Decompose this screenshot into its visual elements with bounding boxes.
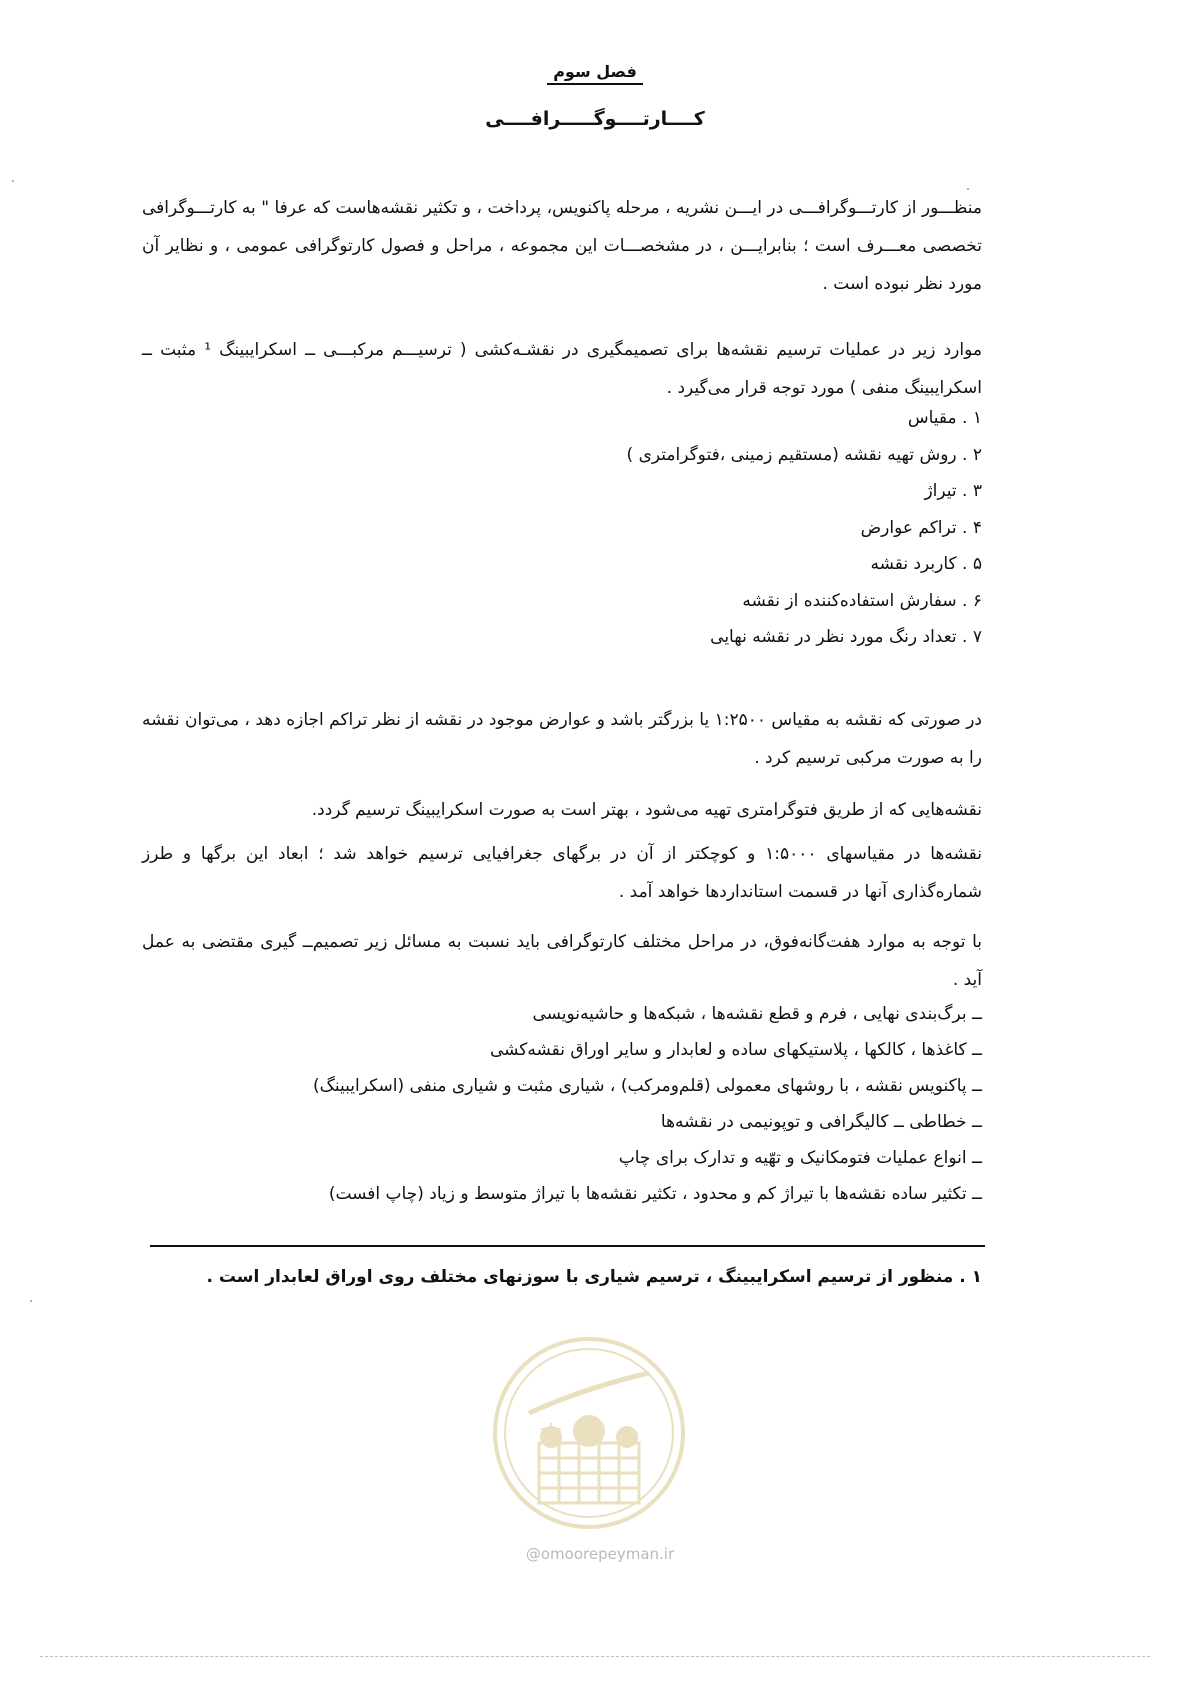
- building-grid-icon: [539, 1443, 639, 1503]
- logo-swoosh: [529, 1373, 649, 1413]
- list-item: ــ برگ‌بندی نهایی ، فرم و قطع نقشه‌ها ، شبکه‌ها و حاشیه‌نویسی: [532, 1004, 982, 1024]
- criteria-list: [142, 400, 982, 656]
- list-item: ۱ . مقیاس: [907, 408, 982, 428]
- compilation-paragraph: در صورتی که نقشه به مقیاس ۱:۲۵۰۰ یا بزرگتر باشد و عوارض موجود در نقشه از نظر تراکم اجازه دهد ، می‌توان نقشه را به صورت مرکبی ترسیم کرد .: [142, 710, 982, 768]
- decision-list: [122, 996, 982, 1212]
- footnote: ۱ . منظور از ترسیم اسکرایبینگ ، ترسیم شیاری با سوزنهای مختلف روی اوراق لعابدار است .: [206, 1267, 982, 1287]
- list-item: ۷ . تعداد رنگ مورد نظر در نقشه نهایی: [710, 627, 982, 647]
- sheets-paragraph: نقشه‌ها در مقیاسهای ۱:۵۰۰۰ و کوچکتر از آن در برگهای جغرافیایی ترسیم خواهد شد ؛ ابعاد این برگها و طرز شماره‌گذاری آنها در قسمت استانداردها خواهد آمد .: [142, 844, 982, 902]
- list-item: ۲ . روش تهیه نقشه (مستقیم زمینی ،فتوگرامتری ): [626, 444, 982, 465]
- list-item: ــ انواع عملیات فتومکانیک و تهّیه و تدارک برای چاپ: [618, 1148, 982, 1168]
- photogrammetry-paragraph: نقشه‌هایی که از طریق فتوگرامتری تهیه می‌شود ، بهتر است به صورت اسکرایبینگ ترسیم گردد.: [311, 800, 982, 820]
- watermark-url: @omoorepeyman.ir: [525, 1545, 675, 1563]
- chapter-heading: [0, 62, 1190, 81]
- list-item: ــ پاکنویس نقشه ، با روشهای معمولی (قلم‌ومرکب) ، شیاری مثبت و شیاری منفی (اسکرایبینگ): [313, 1076, 982, 1096]
- criteria-intro-paragraph: موارد زیر در عملیات ترسیم نقشه‌ها برای تصمیمگیری در نقشـه‌کشی ( ترسیـــم مرکبـــی ــ اسکرایبینگ ¹ مثبت ــ اسکرایبینگ منفی ) مورد توجه قرار می‌گیرد .: [142, 340, 983, 398]
- list-item: ــ تکثیر ساده نقشه‌ها با تیراژ کم و محدود ، تکثیر نقشه‌ها با تیراژ متوسط و زیاد (چاپ افست): [328, 1184, 982, 1204]
- watermark-logo: [489, 1333, 689, 1533]
- chapter-heading-text: فصل سوم: [547, 62, 643, 85]
- list-item: ۵ . کاربرد نقشه: [870, 554, 982, 574]
- scan-speck: [967, 188, 969, 190]
- list-item: ــ کاغذها ، کالکها ، پلاستیکهای ساده و لعابدار و سایر اوراق نقشه‌کشی: [489, 1040, 982, 1060]
- scan-speck: [30, 1300, 32, 1302]
- footnote-divider: [150, 1245, 985, 1247]
- list-item: ــ خطاطی ــ کالیگرافی و توپونیمی در نقشه‌ها: [660, 1112, 982, 1132]
- list-item: ۴ . تراکم عوارض: [860, 517, 982, 538]
- page-title: کــــارتــــوگـــــرافــــی: [485, 108, 705, 130]
- list-item: ۳ . تیراژ: [924, 481, 982, 501]
- decisions-intro-paragraph: با توجه به موارد هفت‌گانه‌فوق، در مراحل مختلف کارتوگرافی باید نسبت به مسائل زیر تصمیم‌ــ گیری مقتضی به عمل آید .: [142, 932, 982, 990]
- scan-speck: [12, 180, 14, 182]
- page-bottom-edge: [40, 1656, 1150, 1657]
- list-item: ۶ . سفارش استفاده‌کننده از نقشه: [742, 590, 982, 611]
- gear-icon: [540, 1415, 638, 1448]
- intro-paragraph: منظـــور از کارتـــوگرافـــی در ایـــن نشریه ، مرحله پاکنویس، پرداخت ، و تکثیر نقشه‌هاست که عرفا " به کارتـــوگرافی تخصصی معـــرف است ؛ بنابرایـــن ، در مشخصـــات این مجموعه ، مراحل و فصول کارتوگرافی عمومی ، و نظایر آن مورد نظر نبوده است .: [142, 198, 982, 294]
